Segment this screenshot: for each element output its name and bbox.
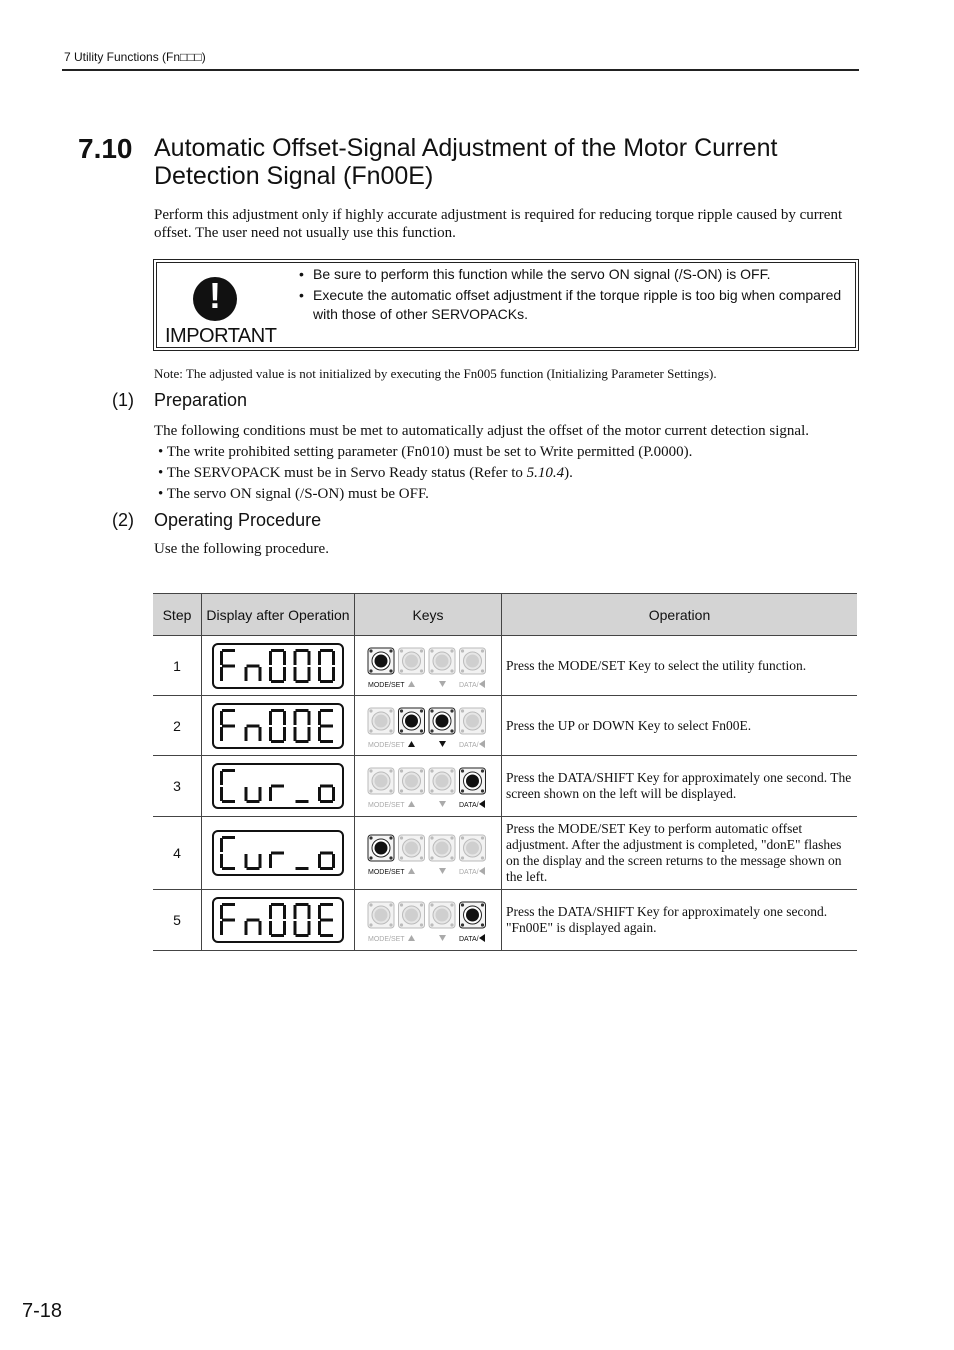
lcd-segment bbox=[220, 711, 223, 725]
key-label: DATA/ bbox=[459, 802, 479, 809]
lcd-segment bbox=[283, 711, 286, 725]
lcd-segment bbox=[283, 667, 286, 681]
lcd-segment bbox=[318, 787, 321, 801]
keypad bbox=[367, 829, 489, 877]
down-key[interactable] bbox=[429, 902, 455, 928]
down-key[interactable] bbox=[429, 648, 455, 674]
lcd-segment bbox=[308, 905, 311, 919]
intro-paragraph: Perform this adjustment only if highly accurate adjustment is required for reducing torque ripple caused by current offset. The user need not usually use this function. bbox=[154, 207, 843, 241]
lcd-segment bbox=[296, 709, 309, 712]
lcd-segment bbox=[245, 921, 248, 935]
lcd-segment bbox=[294, 651, 297, 665]
lcd-segment bbox=[296, 867, 309, 870]
table-row bbox=[153, 817, 857, 890]
key-label: MODE/SET bbox=[368, 741, 405, 749]
header-step: Step bbox=[153, 594, 202, 636]
note: Note: The adjusted value is not initialized by executing the Fn005 function (Initializing Parameter Settings). bbox=[154, 366, 717, 381]
lcd-display bbox=[212, 830, 344, 876]
lcd-segment bbox=[320, 867, 333, 870]
down-arrow-icon bbox=[439, 801, 446, 807]
lcd-segment bbox=[269, 711, 272, 725]
lcd-segment bbox=[269, 651, 272, 665]
operation-cell: Press the DATA/SHIFT Key for approximately one second. "Fn00E" is displayed again. bbox=[502, 890, 858, 951]
up-arrow-icon bbox=[408, 868, 415, 874]
up-key[interactable] bbox=[399, 768, 425, 794]
preparation-item: • The servo ON signal (/S-ON) must be OFF. bbox=[158, 486, 429, 502]
lcd-display bbox=[212, 643, 344, 689]
data-shift-key[interactable] bbox=[460, 768, 486, 794]
header-display: Display after Operation bbox=[202, 594, 355, 636]
procedure-title: Operating Procedure bbox=[154, 510, 322, 530]
lcd-display bbox=[212, 763, 344, 809]
step-cell: 5 bbox=[153, 890, 202, 951]
up-arrow-icon bbox=[408, 801, 415, 807]
lcd-segment bbox=[283, 921, 286, 935]
lcd-segment bbox=[269, 727, 272, 741]
down-key[interactable] bbox=[429, 835, 455, 861]
lcd-segment bbox=[308, 727, 311, 741]
lcd-segment bbox=[259, 921, 262, 935]
left-arrow-icon bbox=[479, 680, 485, 688]
display-cell bbox=[202, 756, 355, 817]
left-arrow-icon bbox=[479, 740, 485, 748]
preparation-text: The following conditions must be met to automatically adjust the offset of the motor current detection signal. bbox=[154, 423, 809, 439]
lcd-segment bbox=[271, 740, 284, 743]
lcd-segment bbox=[222, 867, 235, 870]
procedure-number: (2) bbox=[112, 510, 134, 530]
lcd-segment bbox=[332, 651, 335, 665]
lcd-segment bbox=[222, 664, 235, 667]
lcd-segment bbox=[320, 800, 333, 803]
lcd-segment bbox=[320, 785, 333, 788]
lcd-segment bbox=[220, 771, 223, 785]
down-arrow-icon bbox=[439, 681, 446, 687]
mode-set-key[interactable] bbox=[368, 708, 394, 734]
step-cell: 3 bbox=[153, 756, 202, 817]
lcd-segment bbox=[294, 905, 297, 919]
keypad bbox=[367, 702, 489, 750]
lcd-segment bbox=[318, 921, 321, 935]
mode-set-key[interactable] bbox=[368, 648, 394, 674]
table-row bbox=[153, 890, 857, 951]
important-label: IMPORTANT bbox=[165, 325, 277, 347]
lcd-segment bbox=[271, 852, 284, 855]
keys-cell bbox=[355, 636, 502, 696]
lcd-segment bbox=[247, 800, 260, 803]
lcd-segment bbox=[247, 919, 260, 922]
lcd-segment bbox=[308, 711, 311, 725]
up-key[interactable] bbox=[399, 835, 425, 861]
down-arrow-icon bbox=[439, 741, 446, 747]
key-label: DATA/ bbox=[459, 869, 479, 876]
lcd-segment bbox=[332, 854, 335, 868]
key-label: DATA/ bbox=[459, 936, 479, 943]
lcd-segment bbox=[269, 667, 272, 681]
lcd-segment bbox=[222, 724, 235, 727]
lcd-segment bbox=[318, 727, 321, 741]
up-arrow-icon bbox=[408, 681, 415, 687]
lcd-segment bbox=[320, 649, 333, 652]
preparation-item-text: • The SERVOPACK must be in Servo Ready status (Refer to bbox=[158, 465, 527, 481]
lcd-segment bbox=[259, 667, 262, 681]
keys-cell bbox=[355, 756, 502, 817]
lcd-segment bbox=[271, 934, 284, 937]
keys-cell bbox=[355, 890, 502, 951]
header-rule bbox=[62, 69, 859, 71]
table-row bbox=[153, 696, 857, 756]
lcd-segment bbox=[269, 905, 272, 919]
preparation-item bbox=[154, 463, 864, 484]
lcd-segment bbox=[220, 854, 223, 868]
keypad bbox=[367, 762, 489, 810]
lcd-segment bbox=[294, 711, 297, 725]
lcd-segment bbox=[283, 905, 286, 919]
step-cell: 2 bbox=[153, 696, 202, 756]
lcd-segment bbox=[332, 787, 335, 801]
keypad bbox=[367, 896, 489, 944]
lcd-segment bbox=[269, 854, 272, 868]
section-title: Automatic Offset-Signal Adjustment of the Motor Current Detection Signal (Fn00E) bbox=[154, 134, 778, 190]
step-cell: 4 bbox=[153, 817, 202, 890]
lcd-segment bbox=[222, 903, 235, 906]
lcd-segment bbox=[296, 934, 309, 937]
lcd-segment bbox=[220, 921, 223, 935]
lcd-segment bbox=[220, 651, 223, 665]
lcd-display bbox=[212, 703, 344, 749]
table-header-row bbox=[153, 594, 857, 636]
lcd-segment bbox=[294, 667, 297, 681]
preparation-list bbox=[154, 442, 864, 505]
data-shift-key[interactable] bbox=[460, 835, 486, 861]
operation-cell: Press the DATA/SHIFT Key for approximately one second. The screen shown on the left will be displayed. bbox=[502, 756, 858, 817]
lcd-segment bbox=[245, 727, 248, 741]
lcd-segment bbox=[320, 740, 333, 743]
lcd-segment bbox=[271, 680, 284, 683]
lcd-segment bbox=[259, 854, 262, 868]
keypad bbox=[367, 642, 489, 690]
procedure-heading bbox=[112, 510, 321, 531]
down-arrow-icon bbox=[439, 935, 446, 941]
key-label: MODE/SET bbox=[368, 936, 405, 943]
lcd-segment bbox=[271, 903, 284, 906]
lcd-segment bbox=[318, 854, 321, 868]
procedure-table bbox=[153, 593, 857, 951]
keys-cell bbox=[355, 696, 502, 756]
lcd-segment bbox=[245, 667, 248, 681]
table-row bbox=[153, 756, 857, 817]
operation-cell: Press the MODE/SET Key to perform automatic offset adjustment. After the adjustment is completed, "donE" flashes on the display and the screen returns to the message shown on the left. bbox=[502, 817, 858, 890]
lcd-segment bbox=[283, 727, 286, 741]
display-cell bbox=[202, 817, 355, 890]
lcd-segment bbox=[294, 727, 297, 741]
lcd-segment bbox=[296, 649, 309, 652]
lcd-segment bbox=[296, 740, 309, 743]
important-item: • Execute the automatic offset adjustment if the torque ripple is too big when compared with those of other SERVOPACKs. bbox=[297, 286, 857, 324]
lcd-segment bbox=[320, 919, 333, 922]
lcd-segment bbox=[271, 709, 284, 712]
operation-cell: Press the MODE/SET Key to select the utility function. bbox=[502, 636, 858, 696]
lcd-segment bbox=[222, 769, 235, 772]
lcd-segment bbox=[271, 785, 284, 788]
lcd-segment bbox=[259, 727, 262, 741]
header-keys: Keys bbox=[355, 594, 502, 636]
lcd-segment bbox=[296, 903, 309, 906]
lcd-segment bbox=[247, 867, 260, 870]
preparation-title: Preparation bbox=[154, 390, 248, 410]
display-cell bbox=[202, 890, 355, 951]
lcd-segment bbox=[271, 649, 284, 652]
lcd-segment bbox=[296, 800, 309, 803]
mode-set-key[interactable] bbox=[368, 768, 394, 794]
lcd-segment bbox=[332, 667, 335, 681]
lcd-segment bbox=[320, 680, 333, 683]
left-arrow-icon bbox=[479, 934, 485, 942]
lcd-segment bbox=[222, 709, 235, 712]
display-cell bbox=[202, 696, 355, 756]
key-label: MODE/SET bbox=[368, 869, 405, 876]
lcd-segment bbox=[220, 727, 223, 741]
down-key[interactable] bbox=[429, 708, 455, 734]
preparation-body bbox=[154, 421, 864, 505]
preparation-item: • The write prohibited setting parameter (Fn010) must be set to Write permitted (P.0000). bbox=[158, 444, 693, 460]
lcd-segment bbox=[269, 921, 272, 935]
data-shift-key[interactable] bbox=[460, 708, 486, 734]
down-key[interactable] bbox=[429, 768, 455, 794]
lcd-segment bbox=[308, 921, 311, 935]
key-label: MODE/SET bbox=[368, 681, 405, 689]
key-label: DATA/ bbox=[459, 681, 479, 689]
running-header: 7 Utility Functions (Fn□□□) bbox=[64, 50, 206, 64]
preparation-item-suffix: ). bbox=[564, 465, 573, 481]
up-key[interactable] bbox=[399, 648, 425, 674]
lcd-segment bbox=[220, 667, 223, 681]
exclamation-mark-icon: ! bbox=[209, 275, 221, 316]
left-arrow-icon bbox=[479, 800, 485, 808]
lcd-segment bbox=[222, 649, 235, 652]
lcd-segment bbox=[296, 680, 309, 683]
keys-cell bbox=[355, 817, 502, 890]
lcd-segment bbox=[320, 724, 333, 727]
up-key[interactable] bbox=[399, 902, 425, 928]
left-arrow-icon bbox=[479, 867, 485, 875]
lcd-segment bbox=[308, 667, 311, 681]
lcd-segment bbox=[220, 905, 223, 919]
lcd-segment bbox=[245, 787, 248, 801]
lcd-segment bbox=[320, 709, 333, 712]
lcd-segment bbox=[320, 903, 333, 906]
step-cell: 1 bbox=[153, 636, 202, 696]
lcd-segment bbox=[220, 838, 223, 852]
section-reference-link[interactable]: 5.10.4 bbox=[526, 465, 565, 481]
display-cell bbox=[202, 636, 355, 696]
procedure-body: Use the following procedure. bbox=[154, 541, 329, 557]
lcd-segment bbox=[259, 787, 262, 801]
lcd-segment bbox=[320, 852, 333, 855]
lcd-segment bbox=[247, 724, 260, 727]
mode-set-key[interactable] bbox=[368, 835, 394, 861]
key-label: MODE/SET bbox=[368, 802, 405, 809]
lcd-segment bbox=[222, 836, 235, 839]
key-label: DATA/ bbox=[459, 741, 479, 749]
important-item: • Be sure to perform this function while the servo ON signal (/S-ON) is OFF. bbox=[297, 265, 857, 284]
important-icon bbox=[165, 271, 277, 349]
lcd-display bbox=[212, 897, 344, 943]
important-box bbox=[153, 259, 859, 351]
section-number: 7.10 bbox=[78, 133, 133, 164]
data-shift-key[interactable] bbox=[460, 902, 486, 928]
up-arrow-icon bbox=[408, 741, 415, 747]
lcd-segment bbox=[318, 711, 321, 725]
lcd-segment bbox=[222, 800, 235, 803]
lcd-segment bbox=[220, 787, 223, 801]
preparation-heading bbox=[112, 390, 247, 411]
lcd-segment bbox=[318, 905, 321, 919]
lcd-segment bbox=[318, 651, 321, 665]
up-key[interactable] bbox=[399, 708, 425, 734]
lcd-segment bbox=[308, 651, 311, 665]
up-arrow-icon bbox=[408, 935, 415, 941]
lcd-segment bbox=[222, 919, 235, 922]
lcd-segment bbox=[245, 854, 248, 868]
down-arrow-icon bbox=[439, 868, 446, 874]
important-box-inner bbox=[156, 262, 856, 348]
lcd-segment bbox=[318, 667, 321, 681]
data-shift-key[interactable] bbox=[460, 648, 486, 674]
lcd-segment bbox=[283, 651, 286, 665]
lcd-segment bbox=[294, 921, 297, 935]
operation-cell: Press the UP or DOWN Key to select Fn00E. bbox=[502, 696, 858, 756]
table-row bbox=[153, 636, 857, 696]
important-list bbox=[297, 265, 857, 326]
lcd-segment bbox=[269, 787, 272, 801]
lcd-segment bbox=[320, 934, 333, 937]
header-operation: Operation bbox=[502, 594, 858, 636]
preparation-number: (1) bbox=[112, 390, 134, 410]
mode-set-key[interactable] bbox=[368, 902, 394, 928]
page-number: 7-18 bbox=[22, 1300, 63, 1322]
lcd-segment bbox=[247, 664, 260, 667]
